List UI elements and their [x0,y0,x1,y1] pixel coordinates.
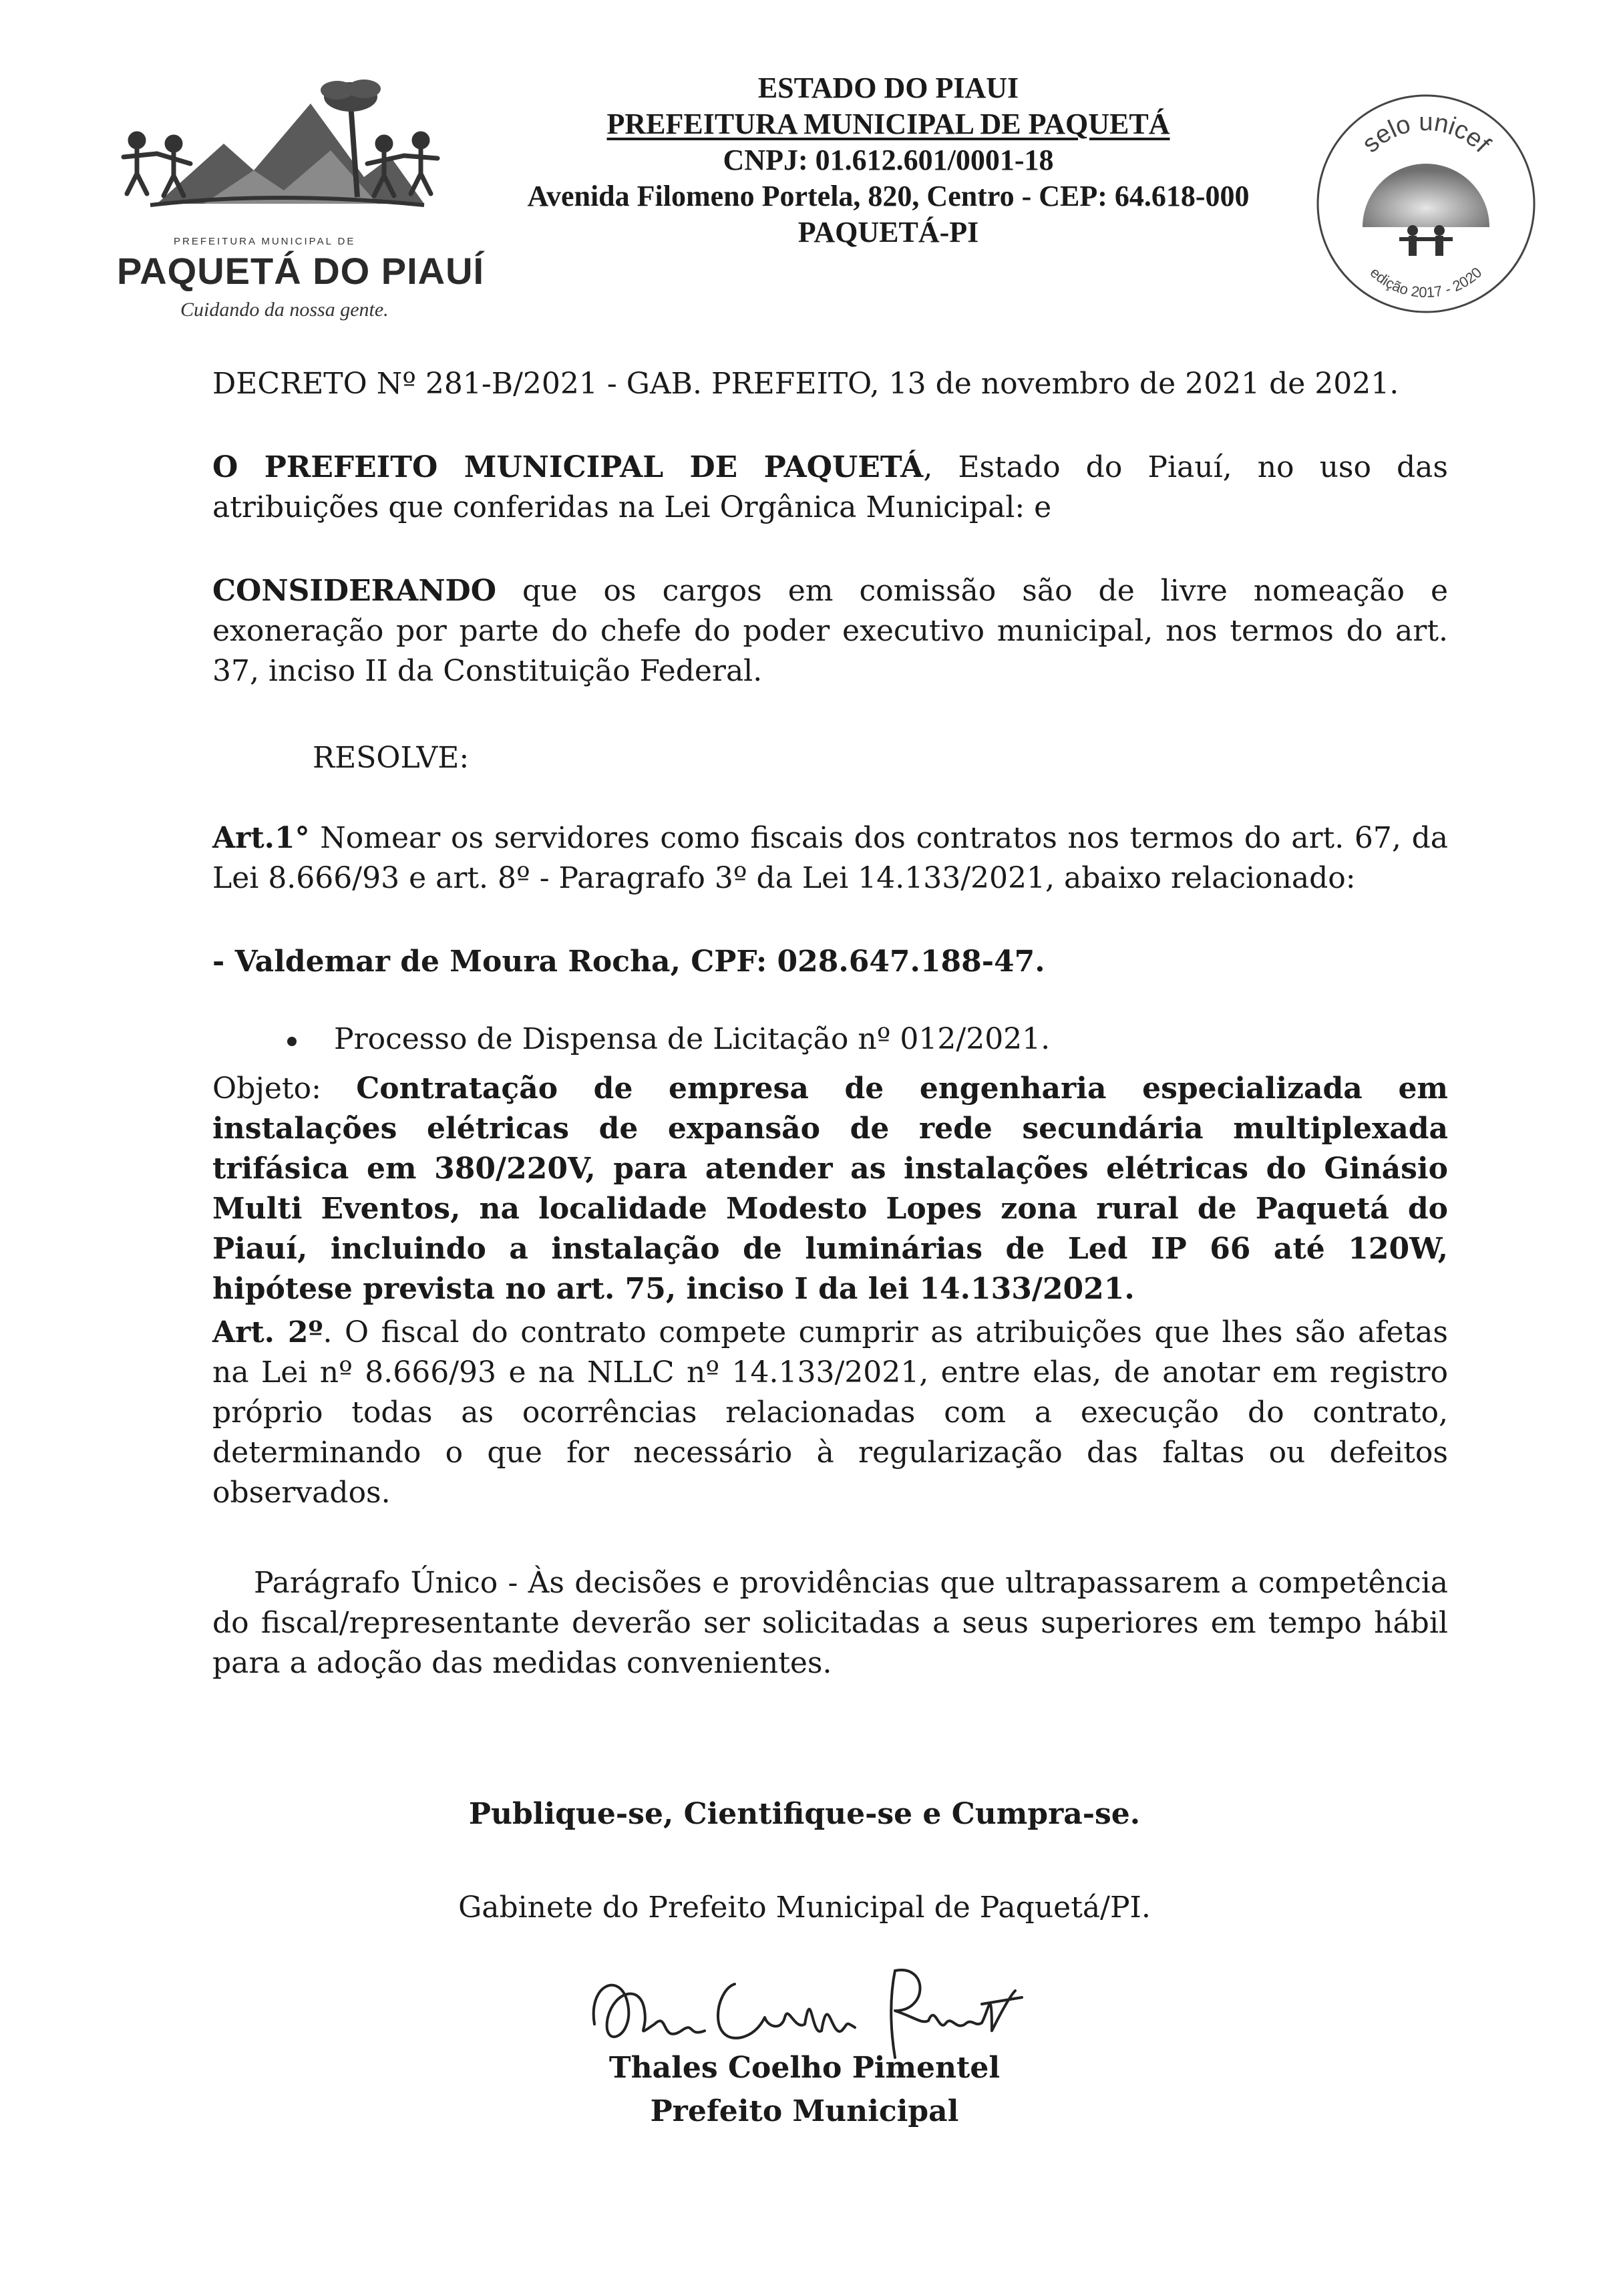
objeto-label: Objeto: [212,1072,357,1106]
art2-paragraph [212,1313,1448,1513]
signer-role: Prefeito Municipal [650,2094,959,2128]
art2-text: . O fiscal do contrato compete cumprir as atribuições que lhes são afetas na Lei nº 8.666/93 e na NLLC nº 14.133/2021, entre elas, de anotar em registro próprio todas as ocorrências relacionadas com a execução do contrato, determinando o que for necessário à regularização das faltas ou defeitos observados. [212,1315,1448,1510]
decree-title: DECRETO Nº 281-B/2021 - GAB. PREFEITO, 13 de novembro de 2021 de 2021. [212,367,1399,401]
header-prefeitura: PREFEITURA MUNICIPAL DE PAQUETÁ [606,108,1170,140]
gabinete-line: Gabinete do Prefeito Municipal de Paquetá/PI. [458,1891,1151,1925]
art2-label: Art. 2º [212,1315,323,1349]
header-address: Avenida Filomeno Portela, 820, Centro - CEP: 64.618-000 [527,180,1250,212]
header-cnpj: CNPJ: 01.612.601/0001-18 [723,144,1054,176]
seal-top-text: selo unicef [1357,108,1496,158]
bullet-icon [287,1037,297,1046]
unicef-seal [1312,90,1540,317]
letterhead [468,70,1309,251]
objeto-text: Contratação de empresa de engenharia especializada em instalações elétricas de expansão de rede secundária multiplexada trifásica em 380/220V, para atender as instalações elétricas do Ginásio Multi Eventos, na localidade Modesto Lopes zona rural de Paquetá do Piauí, incluindo a instalação de luminárias de Led IP 66 até 120W, hipótese prevista no art. 75, inciso I da lei 14.133/2021. [212,1072,1448,1306]
logo-small-text: PREFEITURA MUNICIPAL DE [174,236,356,247]
seal-bottom-text: edição 2017 - 2020 [1367,264,1485,301]
processo-text: Processo de Dispensa de Licitação nº 012/2021. [334,1022,1051,1056]
intro-paragraph [212,448,1448,528]
logo-emblem-icon [110,63,451,237]
header-state: ESTADO DO PIAUI [757,71,1019,104]
servidor-line: - Valdemar de Moura Rocha, CPF: 028.647.188-47. [212,945,1045,979]
resolve-label: RESOLVE: [313,741,470,775]
art1-label: Art.1° [212,821,310,855]
art1-text: Nomear os servidores como fiscais dos contratos nos termos do art. 67, da Lei 8.666/93 e art. 8º - Paragrafo 3º da Lei 14.133/2021, abaixo relacionado: [212,821,1448,895]
considerando-paragraph [212,571,1448,691]
paragrafo-unico: Parágrafo Único - Às decisões e providências que ultrapassarem a competência do fiscal/representante deverão ser solicitadas a seus superiores em tempo hábil para a adoção das medidas convenientes. [212,1566,1448,1680]
considerando-text: que os cargos em comissão são de livre nomeação e exoneração por parte do chefe do poder executivo municipal, nos termos do art. 37, inciso II da Constituição Federal. [212,574,1448,688]
objeto-paragraph [212,1069,1448,1309]
header-city: PAQUETÁ-PI [797,216,979,249]
logo-slogan: Cuidando da nossa gente. [180,299,389,321]
intro-bold: O PREFEITO MUNICIPAL DE PAQUETÁ [212,450,924,484]
logo-name: PAQUETÁ DO PIAUÍ [117,250,485,292]
publique-line: Publique-se, Cientifique-se e Cumpra-se. [468,1797,1141,1831]
intro-text: , Estado do Piauí, no uso das atribuições que conferidas na Lei Orgânica Municipal: e [212,450,1448,524]
municipality-logo [110,63,485,321]
art1-paragraph [212,818,1448,898]
considerando-bold: CONSIDERANDO [212,574,497,608]
signer-name: Thales Coelho Pimentel [608,2051,1001,2085]
processo-bullet [287,1022,1050,1056]
unicef-seal-icon [1312,90,1540,317]
